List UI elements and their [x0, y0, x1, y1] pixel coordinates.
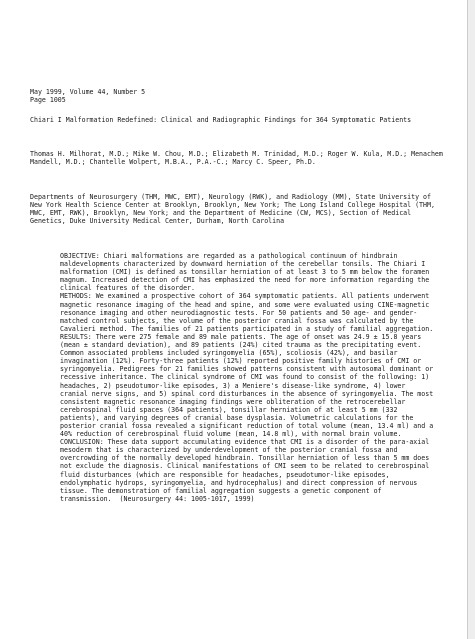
abstract-results: RESULTS: There were 275 female and 89 male patients. The age of onset was 24.9 ± 15.8 years (mean ± standard deviation), and 89 patients (24%) cited trauma as the precipitating event. Common associated problems included syringomyelia (65%), scoliosis (42%), and basilar invagination (12%). Forty-three patients (12%) reported positive family histories of CMI or syringomyelia. Pedigrees for 21 families showed patterns consistent with autosomal dominant or recessive inheritance. The clinical syndrome of CMI was found to consist of the following: 1) headaches, 2) pseudotumor-like episodes, 3) a Meniere's disease-like syndrome, 4) lower cranial nerve signs, and 5) spinal cord disturbances in the absence of syringomyelia. The most consistent magnetic resonance imaging findings were obliteration of the retrocerebellar cerebrospinal fluid spaces (364 patients), tonsillar herniation of at least 5 mm (332 patients), and varying degrees of cranial base dysplasia. Volumetric calculations for the posterior cranial fossa revealed a significant reduction of total volume (mean, 13.4 ml) and a 40% reduction of cerebrospinal fluid volume (mean, 14.8 ml), with normal brain volume. [60, 332, 438, 439]
abstract-objective: OBJECTIVE: Chiari malformations are regarded as a pathological continuum of hindbrain maldevelopments characterized by downward herniation of the cerebellar tonsils. The Chiari I malformation (CMI) is defined as tonsillar herniation of at least 3 to 5 mm below the foramen magnum. Increased detection of CMI has emphasized the need for more information regarding the clinical features of the disorder. [60, 252, 434, 293]
citation-issue: May 1999, Volume 44, Number 5 [30, 88, 146, 96]
citation-page: Page 1005 [30, 96, 66, 105]
author-list: Thomas H. Milhorat, M.D.; Mike W. Chou, M.D.; Elizabeth M. Trinidad, M.D.; Roger W. Kula, M.D.; Menachem Mandell, M.D.; Chantelle Wolpert, M.B.A., P.A.-C.; Marcy C. Speer, Ph.D. [30, 150, 447, 167]
authors-block [30, 150, 445, 166]
citation-header [30, 88, 450, 104]
article-title: Chiari I Malformation Redefined: Clinical and Radiographic Findings for 364 Symptomatic Patients [30, 116, 412, 124]
affiliations-text: Departments of Neurosurgery (THM, MWC, EMT), Neurology (RWK), and Radiology (MM), State University of New York Health Science Center at Brooklyn, Brooklyn, New York; The Long Island College Hospital (THM, MWC, EMT, RWK), Brooklyn, New York; and the Department of Medicine (CW, MCS), Section of Medical Genetics, Duke University Medical Center, Durham, North Carolina [30, 193, 439, 226]
abstract-methods: METHODS: We examined a prospective cohort of 364 symptomatic patients. All patients underwent magnetic resonance imaging of the head and spine, and some were evaluated using CINE-magnetic resonance imaging and other neurodiagnostic tests. For 50 patients and 50 age- and gender-matched control subjects, the volume of the posterior cranial fossa was calculated by the Cavalieri method. The families of 21 patients participated in a study of familial aggregation. [60, 292, 434, 333]
abstract-conclusion: CONCLUSION: These data support accumulating evidence that CMI is a disorder of the para-axial mesoderm that is characterized by underdevelopment of the posterior cranial fossa and overcrowding of the normally developed hindbrain. Tonsillar herniation of less than 5 mm does not exclude the diagnosis. Clinical manifestations of CMI seem to be related to cerebrospinal fluid disturbances (which are responsible for headaches, pseudotumor-like episodes, endolymphatic hydrops, syringomyelia, and hydrocephalus) and direct compression of nervous tissue. The demonstration of familial aggregation suggests a genetic component of transmission. (Neurosurgery 44: 1005-1017, 1999) [60, 438, 434, 503]
article-title-block [30, 116, 435, 124]
viewer-edge [467, 0, 475, 639]
abstract [60, 252, 438, 503]
affiliations-block [30, 193, 445, 225]
